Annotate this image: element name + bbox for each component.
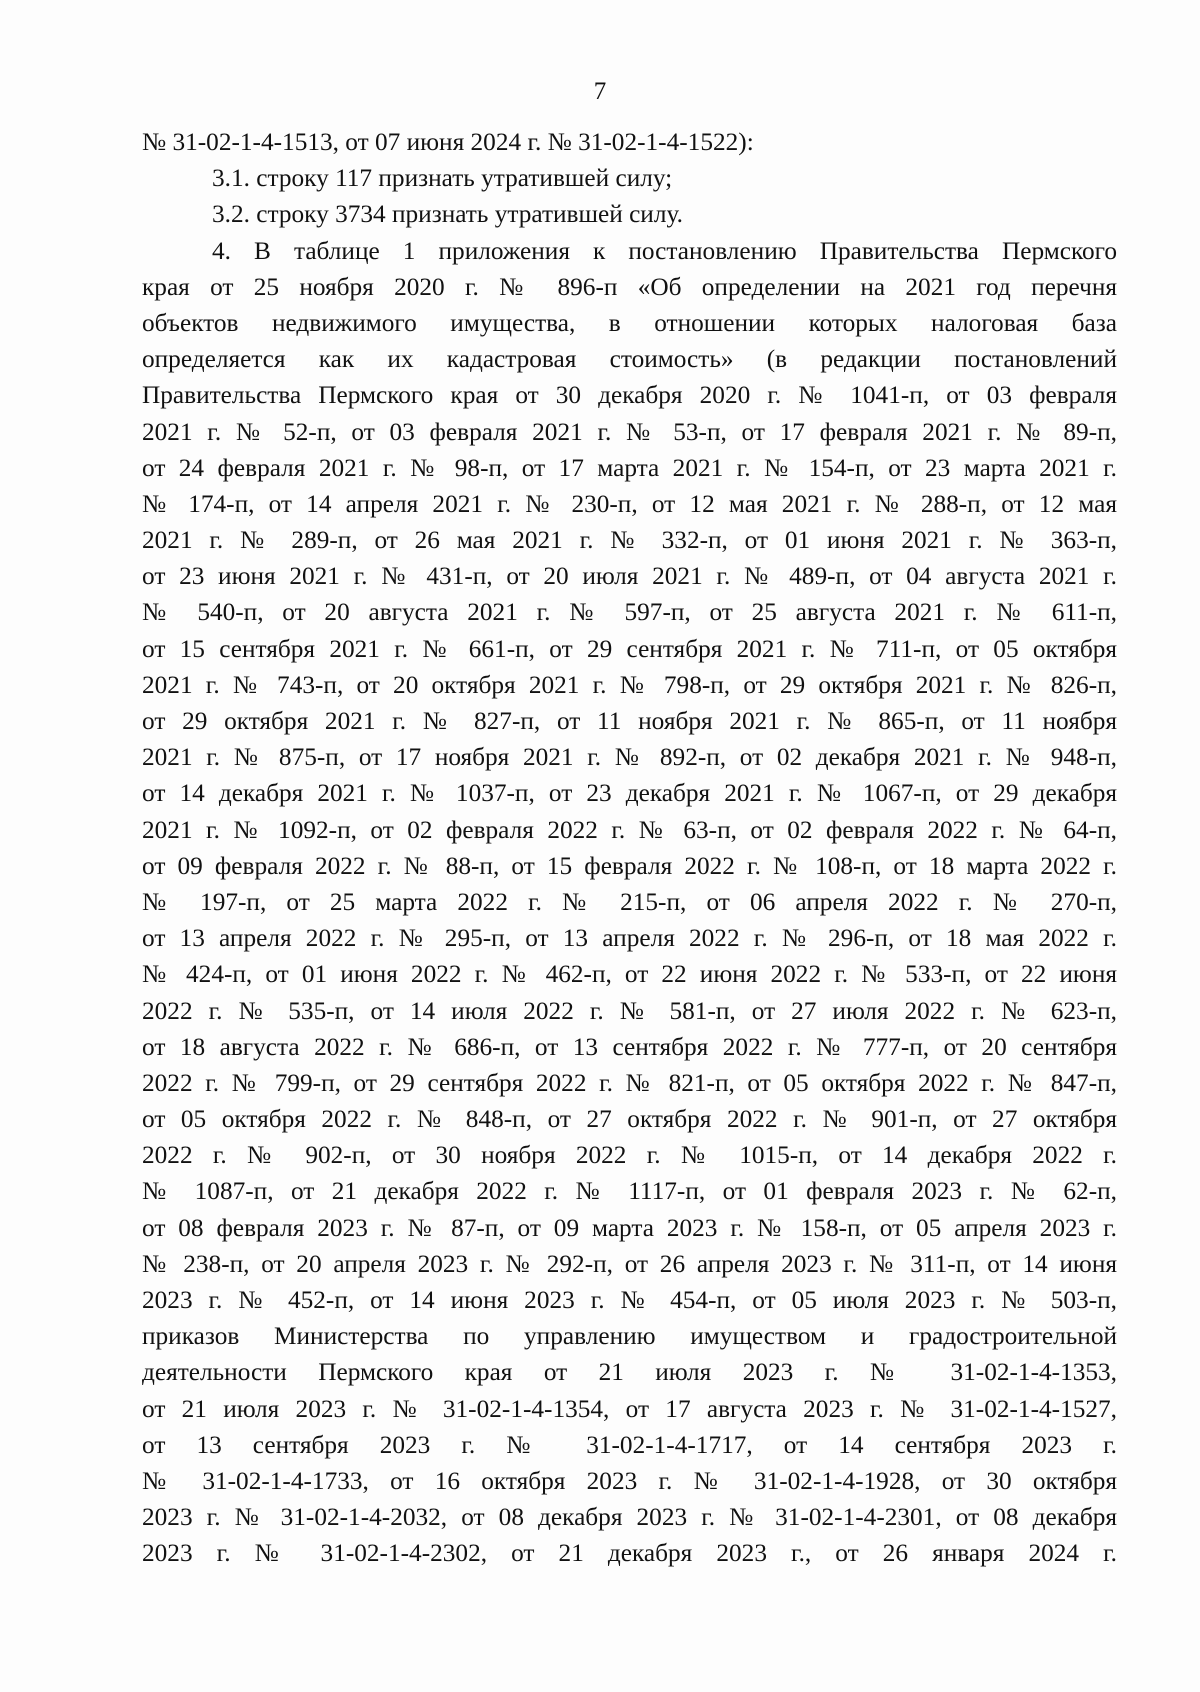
text-line: 2023 г. № 31-02-1-4-2032, от 08 декабря 2023 г. № 31-02-1-4-2301, от 08 декабря (142, 1503, 1117, 1532)
text-line: № 1087-п, от 21 декабря 2022 г. № 1117-п, от 01 февраля 2023 г. № 62-п, (142, 1177, 1117, 1206)
text-line: от 18 августа 2022 г. № 686-п, от 13 сентября 2022 г. № 777-п, от 20 сентября (142, 1032, 1117, 1061)
text-line: 2021 г. № 743-п, от 20 октября 2021 г. № 798-п, от 29 октября 2021 г. № 826-п, (142, 670, 1117, 699)
text-line: № 31-02-1-4-1513, от 07 июня 2024 г. № 31-02-1-4-1522): (142, 128, 754, 156)
text-line: № 540-п, от 20 августа 2021 г. № 597-п, от 25 августа 2021 г. № 611-п, (142, 598, 1117, 627)
text-line: от 09 февраля 2022 г. № 88-п, от 15 февраля 2022 г. № 108-п, от 18 марта 2022 г. (142, 851, 1117, 880)
text-line: № 424-п, от 01 июня 2022 г. № 462-п, от 22 июня 2022 г. № 533-п, от 22 июня (142, 960, 1117, 989)
text-line: от 24 февраля 2021 г. № 98-п, от 17 марта 2021 г. № 154-п, от 23 марта 2021 г. (142, 453, 1117, 482)
text-line: № 31-02-1-4-1733, от 16 октября 2023 г. № 31-02-1-4-1928, от 30 октября (142, 1466, 1117, 1495)
document-body (142, 124, 1117, 1572)
text-line: 3.2. строку 3734 признать утратившей силу. (212, 200, 683, 229)
text-line: от 14 декабря 2021 г. № 1037-п, от 23 декабря 2021 г. № 1067-п, от 29 декабря (142, 779, 1117, 808)
text-line: 2021 г. № 289-п, от 26 мая 2021 г. № 332-п, от 01 июня 2021 г. № 363-п, (142, 526, 1117, 555)
text-line: от 13 сентября 2023 г. № 31-02-1-4-1717, от 14 сентября 2023 г. (142, 1430, 1117, 1459)
text-line: 2023 г. № 452-п, от 14 июня 2023 г. № 454-п, от 05 июля 2023 г. № 503-п, (142, 1286, 1117, 1314)
text-line: 2021 г. № 875-п, от 17 ноября 2021 г. № 892-п, от 02 декабря 2021 г. № 948-п, (142, 743, 1117, 772)
text-line: 3.1. строку 117 признать утратившей силу; (212, 164, 673, 193)
text-line: приказов Министерства по управлению имуществом и градостроительной (142, 1322, 1117, 1351)
text-line: от 13 апреля 2022 г. № 295-п, от 13 апреля 2022 г. № 296-п, от 18 мая 2022 г. (142, 924, 1117, 953)
text-line: от 08 февраля 2023 г. № 87-п, от 09 марта 2023 г. № 158-п, от 05 апреля 2023 г. (142, 1213, 1117, 1242)
text-line: от 05 октября 2022 г. № 848-п, от 27 октября 2022 г. № 901-п, от 27 октября (142, 1105, 1117, 1134)
text-line: 4. В таблице 1 приложения к постановлению Правительства Пермского (212, 236, 1117, 265)
text-line: края от 25 ноября 2020 г. № 896-п «Об определении на 2021 год перечня (142, 272, 1117, 301)
text-line: 2023 г. № 31-02-1-4-2302, от 21 декабря 2023 г., от 26 января 2024 г. (142, 1539, 1117, 1568)
text-line: 2022 г. № 902-п, от 30 ноября 2022 г. № 1015-п, от 14 декабря 2022 г. (142, 1141, 1117, 1170)
text-line: от 15 сентября 2021 г. № 661-п, от 29 сентября 2021 г. № 711-п, от 05 октября (142, 634, 1117, 663)
text-line: от 29 октября 2021 г. № 827-п, от 11 ноября 2021 г. № 865-п, от 11 ноября (142, 707, 1117, 735)
text-line: Правительства Пермского края от 30 декабря 2020 г. № 1041-п, от 03 февраля (142, 381, 1117, 410)
text-line: деятельности Пермского края от 21 июля 2023 г. № 31-02-1-4-1353, (142, 1358, 1117, 1387)
text-line: объектов недвижимого имущества, в отношении которых налоговая база (142, 308, 1117, 337)
text-line: от 23 июня 2021 г. № 431-п, от 20 июля 2021 г. № 489-п, от 04 августа 2021 г. (142, 562, 1117, 591)
text-line: определяется как их кадастровая стоимость» (в редакции постановлений (142, 345, 1117, 374)
page-number: 7 (593, 78, 607, 105)
text-line: № 197-п, от 25 марта 2022 г. № 215-п, от 06 апреля 2022 г. № 270-п, (142, 887, 1117, 916)
text-line: № 174-п, от 14 апреля 2021 г. № 230-п, от 12 мая 2021 г. № 288-п, от 12 мая (142, 489, 1117, 518)
text-line: 2021 г. № 52-п, от 03 февраля 2021 г. № 53-п, от 17 февраля 2021 г. № 89-п, (142, 417, 1117, 446)
text-line: 2022 г. № 799-п, от 29 сентября 2022 г. № 821-п, от 05 октября 2022 г. № 847-п, (142, 1068, 1117, 1097)
text-line: № 238-п, от 20 апреля 2023 г. № 292-п, от 26 апреля 2023 г. № 311-п, от 14 июня (142, 1249, 1117, 1278)
text-line: от 21 июля 2023 г. № 31-02-1-4-1354, от 17 августа 2023 г. № 31-02-1-4-1527, (142, 1394, 1117, 1423)
text-line: 2021 г. № 1092-п, от 02 февраля 2022 г. № 63-п, от 02 февраля 2022 г. № 64-п, (142, 815, 1117, 844)
text-line: 2022 г. № 535-п, от 14 июля 2022 г. № 581-п, от 27 июля 2022 г. № 623-п, (142, 996, 1117, 1025)
